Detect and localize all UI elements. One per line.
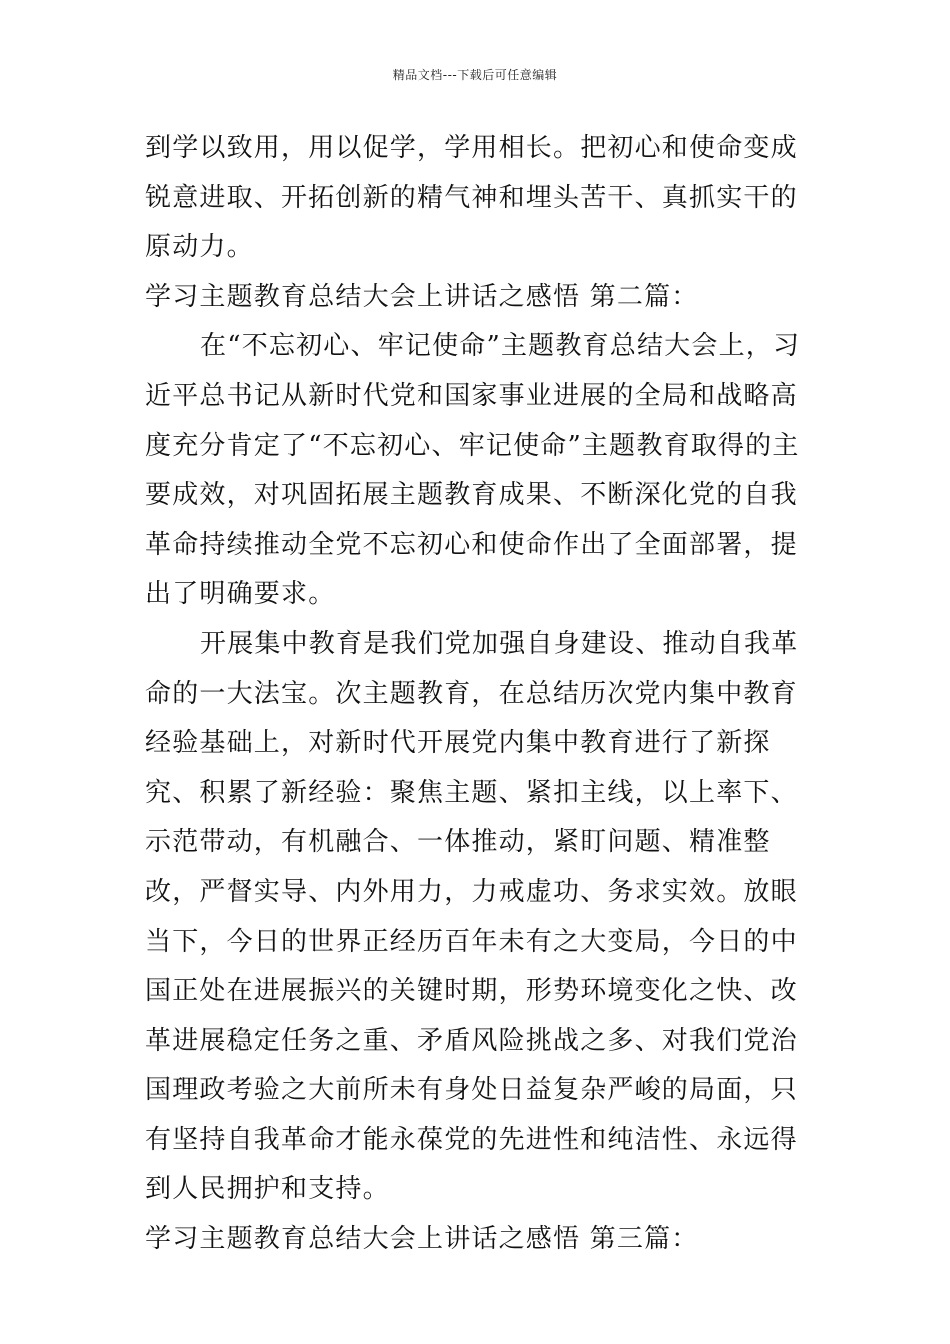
page-header: 精品文档---下载后可任意编辑 [392,68,558,82]
paragraph-summary-meeting: 在“不忘初心、牢记使命”主题教育总结大会上，习近平总书记从新时代党和国家事业进展的全局和战略高度充分肯定了“不忘初心、牢记使命”主题教育取得的主要成效，对巩固拓展主题教育成果、不断深化党的自我革命持续推动全党不忘初心和使命作出了全面部署，提出了明确要求。 [145,331,801,610]
paragraph-continuation: 到学以致用，用以促学，学用相长。把初心和使命变成锐意进取、开拓创新的精气神和埋头苦干、真抓实干的原动力。 [145,133,798,263]
section-heading-part-three: 学习主题教育总结大会上讲话之感悟 第三篇： [145,1224,699,1255]
paragraph-centralized-education: 开展集中教育是我们党加强自身建设、推动自我革命的一大法宝。次主题教育，在总结历次党内集中教育经验基础上，对新时代开展党内集中教育进行了新探究、积累了新经验：聚焦主题、紧扣主线，以上率下、示范带动，有机融合、一体推动，紧盯问题、精准整改，严督实导、内外用力，力戒虚功、务求实效。放眼当下，今日的世界正经历百年未有之大变局，今日的中国正处在进展振兴的关键时期，形势环境变化之快、改革进展稳定任务之重、矛盾风险挑战之多、对我们党治国理政考验之大前所未有身处日益复杂严峻的局面，只有坚持自我革命才能永葆党的先进性和纯洁性、永远得到人民拥护和支持。 [145,628,799,1205]
section-heading-part-two: 学习主题教育总结大会上讲话之感悟 第二篇： [145,281,699,312]
document-body [145,124,810,1265]
